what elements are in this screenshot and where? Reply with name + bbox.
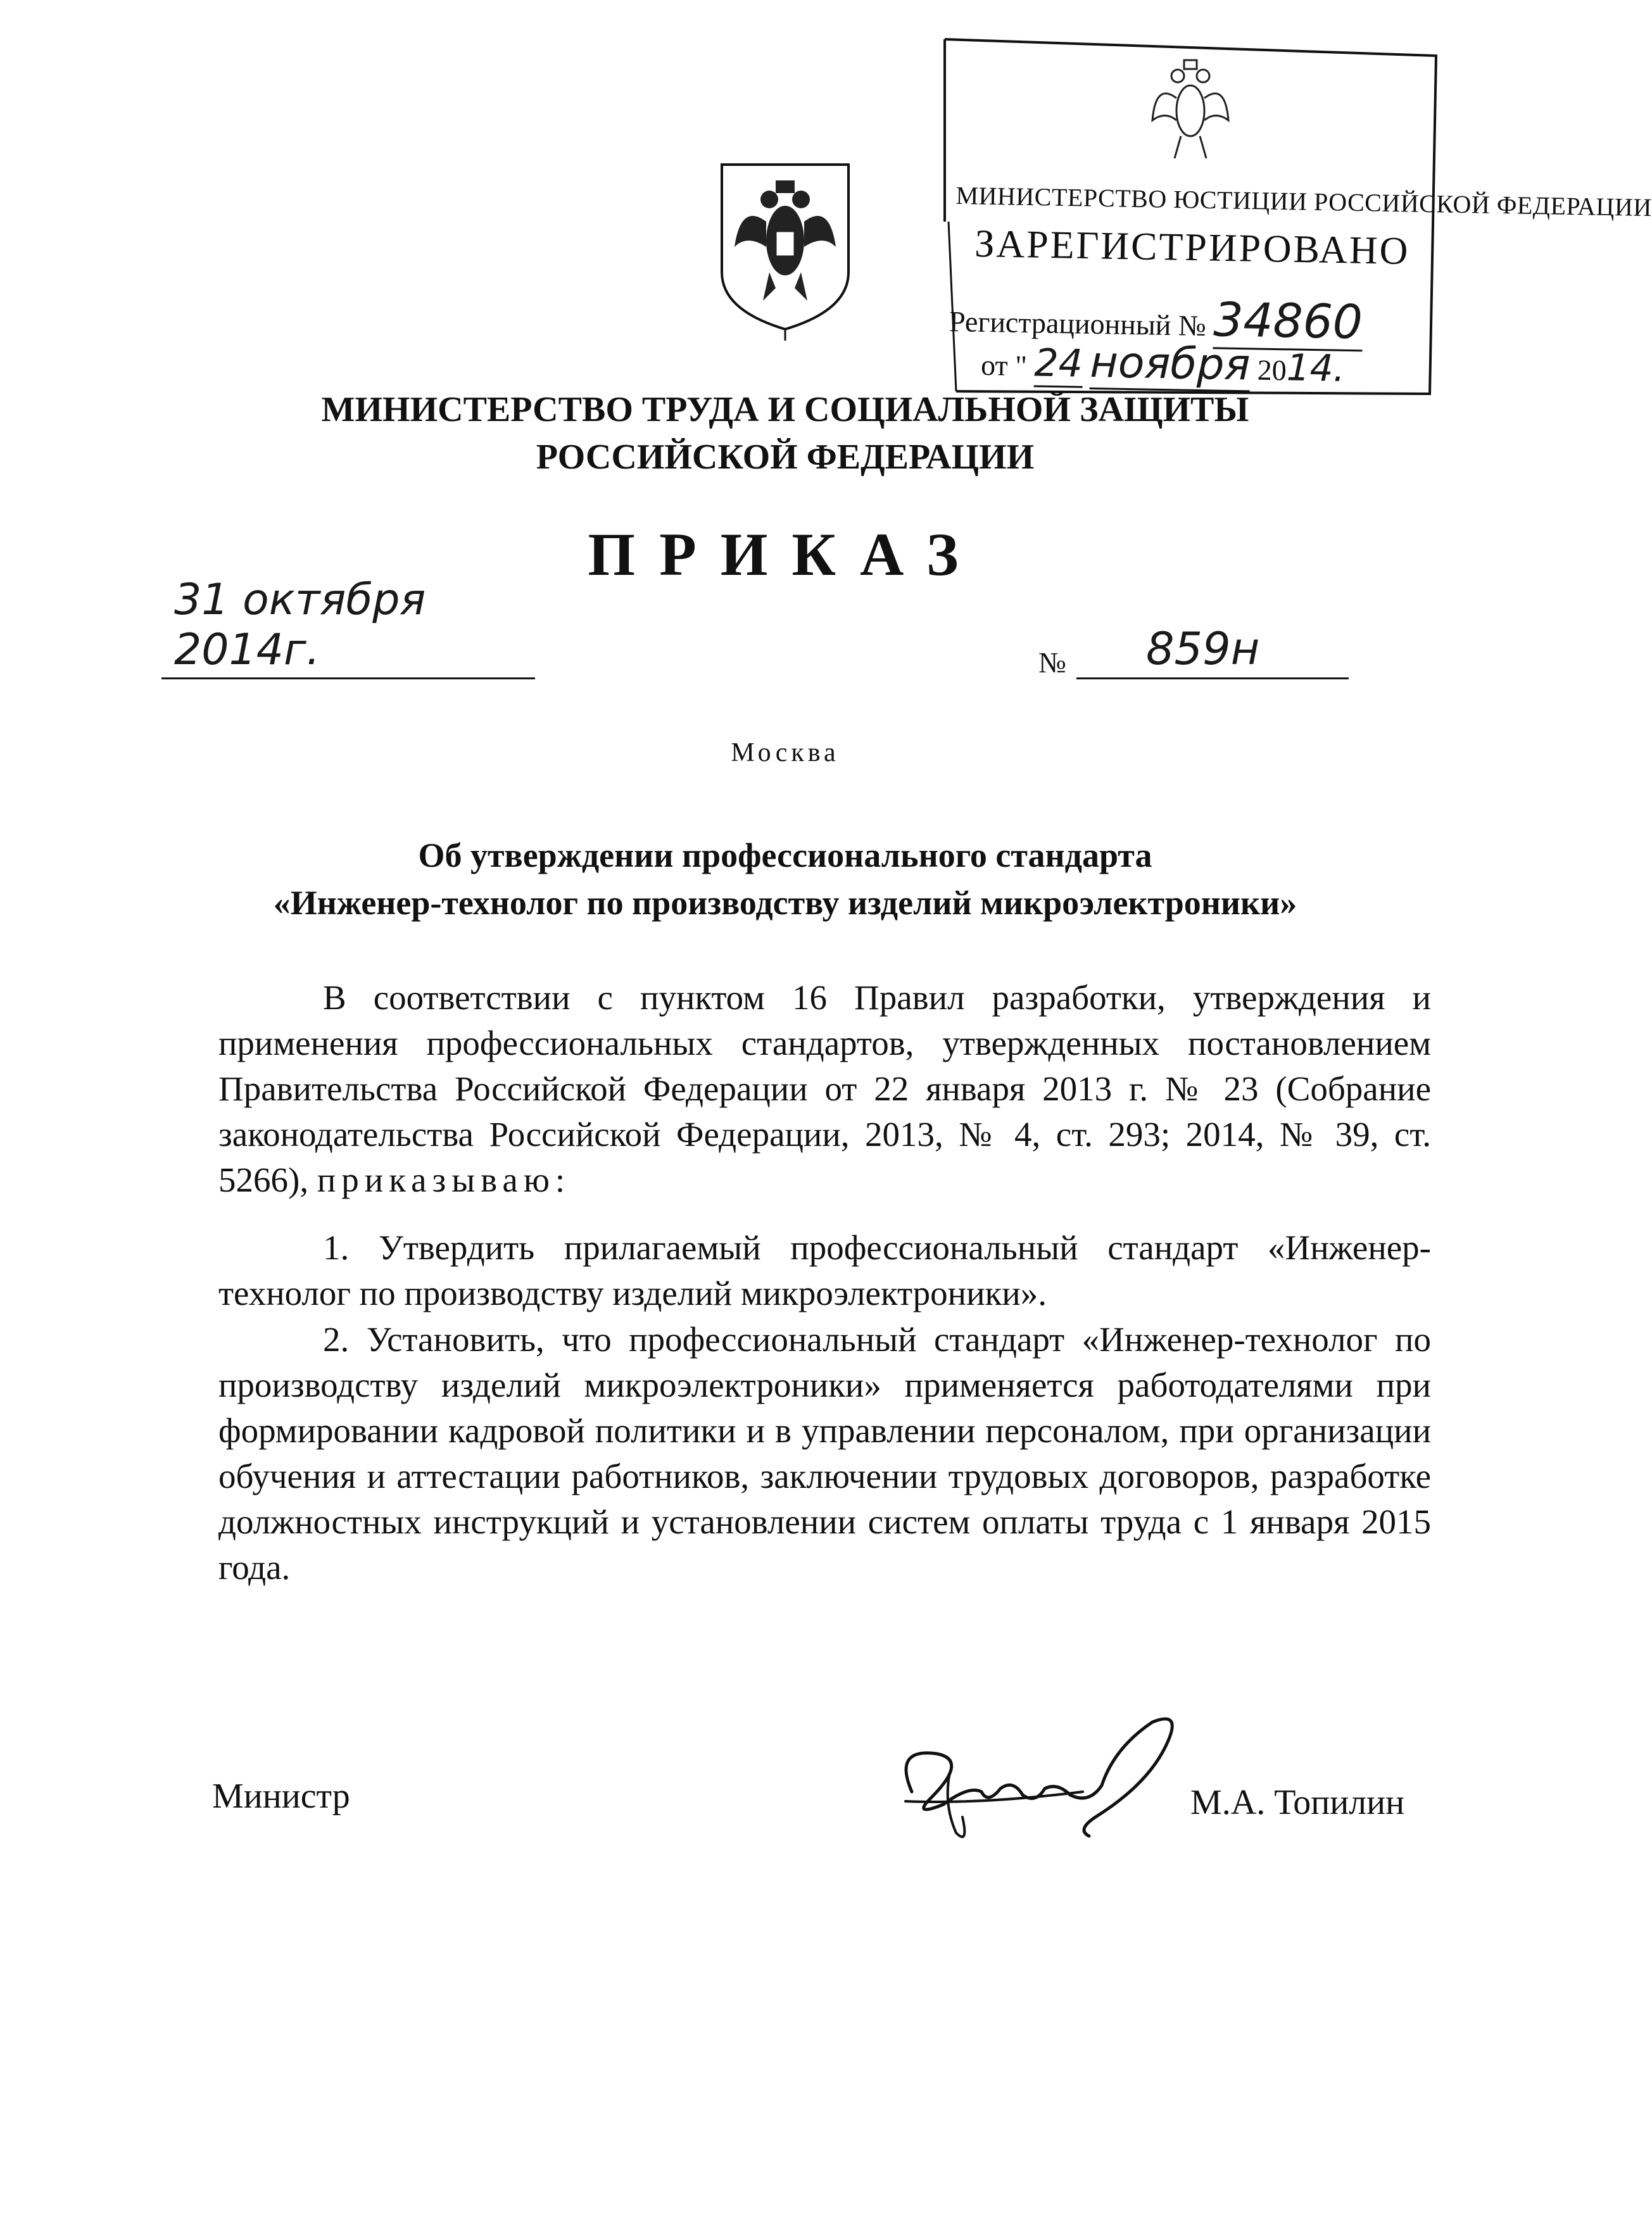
- order-item-2: [218, 1317, 1431, 1590]
- signatory-title: Министр: [212, 1777, 350, 1816]
- order-item-2-text: 2. Установить, что профессиональный стандарт «Инженер-технолог по производству изделий микроэлектроники» применяется работодателями при формировании кадровой политики и в управлении персоналом, при организации обучения и аттестации работников, заключении трудовых договоров, разработке должностных инструкций и установлении систем оплаты труда с 1 января 2015 года.: [218, 1320, 1431, 1587]
- stamp-date-row: [981, 336, 1346, 392]
- stamp-date-day: 24: [1034, 341, 1083, 387]
- subject-line1: Об утверждении профессионального стандарта: [418, 836, 1152, 874]
- order-date-field: [161, 575, 535, 679]
- order-item-1: [218, 1225, 1431, 1316]
- stamp-date-year-prefix: 20: [1257, 353, 1287, 387]
- stamp-date-month: ноября: [1090, 337, 1251, 392]
- order-number: 859н: [1146, 623, 1260, 675]
- subject-line2: «Инженер-технолог по производству изделий микроэлектроники»: [273, 884, 1297, 922]
- ministry-name-line2: РОССИЙСКОЙ ФЕДЕРАЦИИ: [536, 437, 1035, 477]
- coat-of-arms-emblem: [709, 152, 861, 342]
- stamp-status: ЗАРЕГИСТРИРОВАНО: [974, 222, 1410, 273]
- stamp-registration-label: Регистрационный №: [949, 305, 1207, 343]
- preamble-paragraph: [218, 975, 1431, 1203]
- ministry-name-line1: МИНИСТЕРСТВО ТРУДА И СОЦИАЛЬНОЙ ЗАЩИТЫ: [321, 390, 1249, 429]
- order-item-1-text: 1. Утвердить прилагаемый профессиональный стандарт «Инженер-технолог по производству изделий микроэлектроники».: [218, 1228, 1431, 1312]
- order-number-field: [1076, 620, 1349, 679]
- stamp-emblem-icon: [1146, 51, 1235, 161]
- handwritten-signature: [886, 1709, 1216, 1855]
- order-word: приказываю:: [317, 1161, 571, 1199]
- stamp-date-year: 14.: [1286, 346, 1346, 391]
- preamble-text: В соответствии с пунктом 16 Правил разработки, утверждения и применения профессиональных стандартов, утвержденных постановлением Правительства Российской Федерации от 22 января 2013 г. № 23 (Собрание законодательства Российской Федерации, 2013, № 4, ст. 293; 2014, № 39, ст. 5266),: [218, 978, 1431, 1199]
- stamp-registration-number: 34860: [1213, 293, 1363, 351]
- order-number-label: №: [1038, 646, 1066, 679]
- signatory-name: М.А. Топилин: [1190, 1783, 1405, 1822]
- document-type-title: ПРИКАЗ: [588, 520, 983, 588]
- registration-stamp: [943, 32, 1652, 396]
- stamp-ministry-name: МИНИСТЕРСТВО ЮСТИЦИИ РОССИЙСКОЙ ФЕДЕРАЦИИ: [955, 180, 1652, 222]
- stamp-date-prefix: от ": [980, 348, 1028, 382]
- order-date: 31 октября 2014г.: [174, 575, 426, 675]
- city: Москва: [731, 738, 840, 767]
